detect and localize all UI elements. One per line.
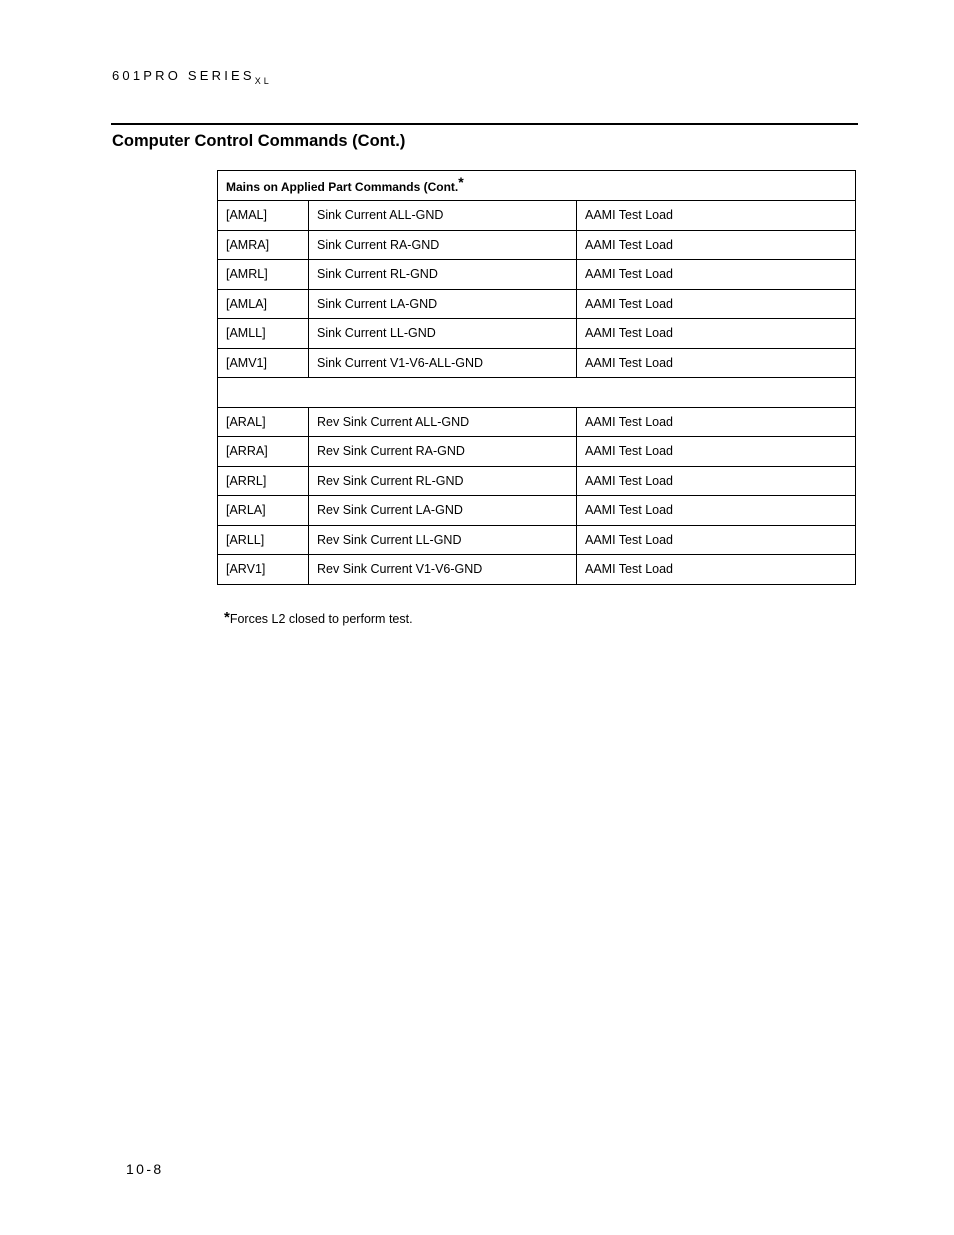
command-description-cell: Sink Current RL-GND (309, 260, 577, 290)
command-description-cell: Rev Sink Current RA-GND (309, 437, 577, 467)
table-row (218, 496, 856, 526)
command-code-cell: [ARAL] (218, 407, 309, 437)
table-row (218, 437, 856, 467)
table-row (218, 201, 856, 231)
test-load-cell: AAMI Test Load (577, 289, 856, 319)
command-description-cell: Rev Sink Current ALL-GND (309, 407, 577, 437)
command-code-cell: [ARLA] (218, 496, 309, 526)
table-row (218, 319, 856, 349)
command-code-cell: [ARRA] (218, 437, 309, 467)
command-code-cell: [ARRL] (218, 466, 309, 496)
page-number: 10-8 (126, 1161, 164, 1177)
section-title: Computer Control Commands (Cont.) (112, 132, 406, 150)
footnote-asterisk: * (224, 609, 230, 626)
command-code-cell: [AMLL] (218, 319, 309, 349)
table-row (218, 466, 856, 496)
test-load-cell: AAMI Test Load (577, 555, 856, 585)
test-load-cell: AAMI Test Load (577, 525, 856, 555)
table-caption-text: Mains on Applied Part Commands (Cont. (226, 179, 459, 194)
command-code-cell: [AMRL] (218, 260, 309, 290)
table-caption-row (218, 171, 856, 201)
test-load-cell: AAMI Test Load (577, 407, 856, 437)
command-description-cell: Sink Current LA-GND (309, 289, 577, 319)
command-description-cell: Sink Current ALL-GND (309, 201, 577, 231)
table-caption (218, 171, 856, 201)
command-description-cell: Sink Current LL-GND (309, 319, 577, 349)
command-description-cell: Rev Sink Current V1-V6-GND (309, 555, 577, 585)
header-divider (111, 123, 858, 125)
product-name: 601PRO SERIES (112, 68, 255, 83)
caption-asterisk: * (458, 173, 464, 190)
table-row (218, 525, 856, 555)
command-code-cell: [AMV1] (218, 348, 309, 378)
product-suffix: XL (254, 76, 272, 86)
footnote-text: Forces L2 closed to perform test. (229, 612, 413, 626)
test-load-cell: AAMI Test Load (577, 348, 856, 378)
test-load-cell: AAMI Test Load (577, 319, 856, 349)
test-load-cell: AAMI Test Load (577, 466, 856, 496)
table-spacer-cell (218, 378, 856, 408)
test-load-cell: AAMI Test Load (577, 230, 856, 260)
table-row (218, 289, 856, 319)
command-description-cell: Sink Current V1-V6-ALL-GND (309, 348, 577, 378)
table-row (218, 407, 856, 437)
table-row (218, 260, 856, 290)
command-description-cell: Sink Current RA-GND (309, 230, 577, 260)
command-description-cell: Rev Sink Current LL-GND (309, 525, 577, 555)
test-load-cell: AAMI Test Load (577, 260, 856, 290)
test-load-cell: AAMI Test Load (577, 496, 856, 526)
command-code-cell: [AMLA] (218, 289, 309, 319)
footnote (224, 610, 413, 627)
command-code-cell: [AMRA] (218, 230, 309, 260)
table-row (218, 348, 856, 378)
test-load-cell: AAMI Test Load (577, 201, 856, 231)
table-row (218, 555, 856, 585)
running-header (112, 68, 272, 86)
command-table (217, 170, 856, 585)
test-load-cell: AAMI Test Load (577, 437, 856, 467)
table-spacer-row (218, 378, 856, 408)
command-code-cell: [AMAL] (218, 201, 309, 231)
command-description-cell: Rev Sink Current RL-GND (309, 466, 577, 496)
table-row (218, 230, 856, 260)
command-description-cell: Rev Sink Current LA-GND (309, 496, 577, 526)
command-code-cell: [ARV1] (218, 555, 309, 585)
command-code-cell: [ARLL] (218, 525, 309, 555)
